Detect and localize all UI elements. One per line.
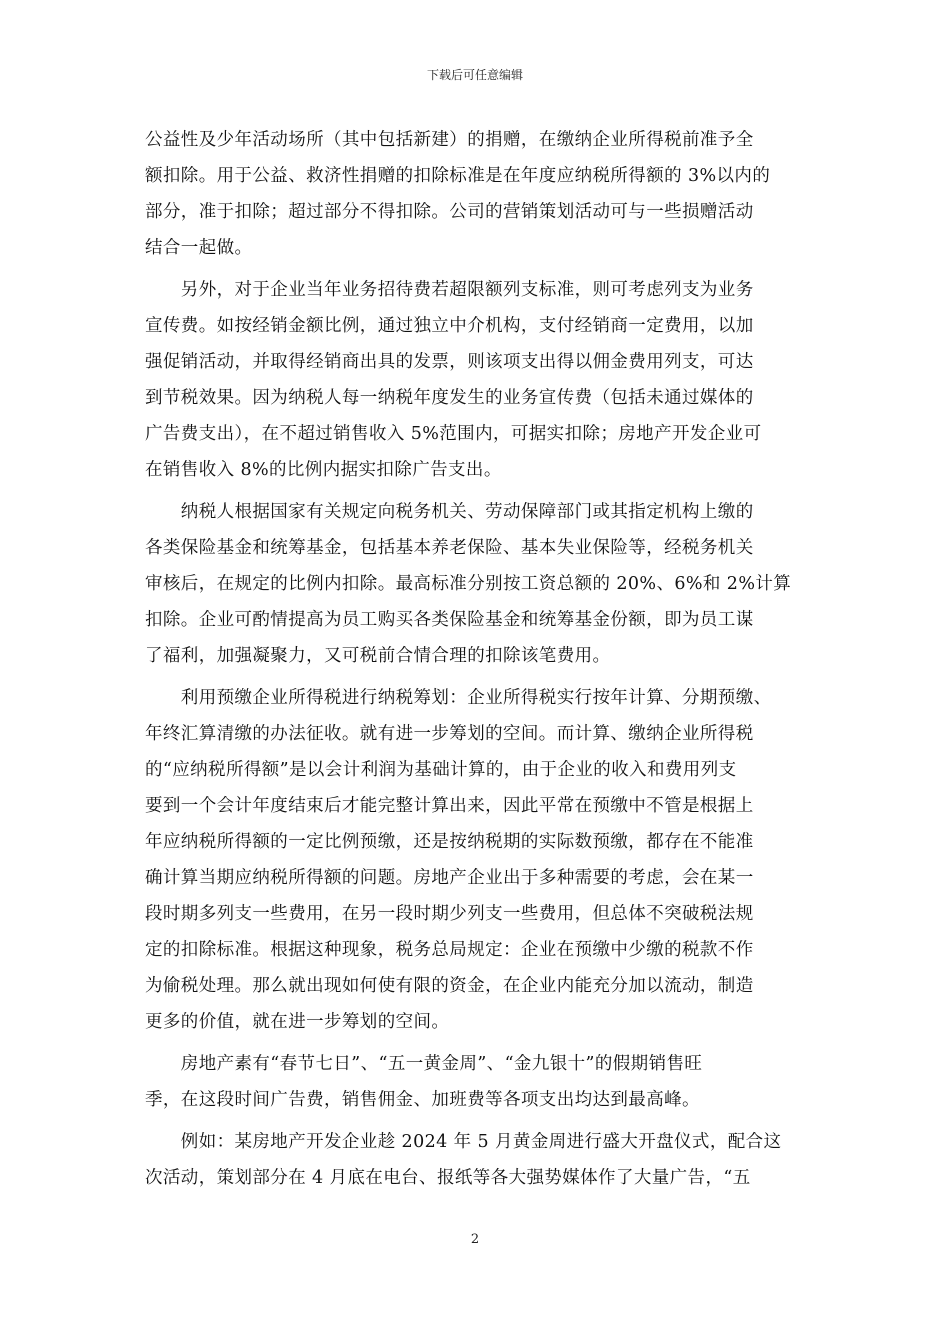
text-line: 审核后，在规定的比例内扣除。最高标准分别按工资总额的 20%、6%和 2%计算	[145, 574, 792, 594]
page-number: 2	[470, 1232, 480, 1247]
paragraph	[145, 494, 810, 674]
text-line: 年应纳税所得额的一定比例预缴，还是按纳税期的实际数预缴，都存在不能准	[145, 832, 754, 852]
text-line: 为偷税处理。那么就出现如何使有限的资金，在企业内能充分加以流动，制造	[145, 976, 754, 996]
text-line: 要到一个会计年度结束后才能完整计算出来，因此平常在预缴中不管是根据上	[145, 796, 754, 816]
text-line: 部分，准于扣除；超过部分不得扣除。公司的营销策划活动可与一些损赠活动	[145, 202, 754, 222]
page-header: 下载后可任意编辑	[426, 68, 523, 82]
text-line: 确计算当期应纳税所得额的问题。房地产企业出于多种需要的考虑，会在某一	[145, 868, 754, 888]
text-line: 额扣除。用于公益、救济性捐赠的扣除标准是在年度应纳税所得额的 3%以内的	[145, 166, 771, 186]
paragraph	[145, 680, 810, 1040]
text-line: 结合一起做。	[145, 238, 253, 258]
text-line: 定的扣除标准。根据这种现象，税务总局规定：企业在预缴中少缴的税款不作	[145, 940, 754, 960]
text-line: 次活动，策划部分在 4 月底在电台、报纸等各大强势媒体作了大量广告，“五	[145, 1168, 751, 1188]
text-line: 的“应纳税所得额”是以会计利润为基础计算的，由于企业的收入和费用列支	[145, 760, 737, 780]
text-line: 季，在这段时间广告费，销售佣金、加班费等各项支出均达到最高峰。	[145, 1090, 700, 1110]
document-body	[145, 122, 810, 1196]
text-line: 广告费支出），在不超过销售收入 5%范围内，可据实扣除；房地产开发企业可	[145, 424, 762, 444]
paragraph	[145, 1046, 810, 1118]
text-line: 宣传费。如按经销金额比例，通过独立中介机构，支付经销商一定费用，以加	[145, 316, 754, 336]
text-line: 到节税效果。因为纳税人每一纳税年度发生的业务宣传费（包括未通过媒体的	[145, 388, 754, 408]
text-line: 强促销活动，并取得经销商出具的发票，则该项支出得以佣金费用列支，可达	[145, 352, 754, 372]
paragraph	[145, 272, 810, 488]
text-line: 房地产素有“春节七日”、“五一黄金周”、“金九银十”的假期销售旺	[145, 1054, 703, 1074]
text-line: 例如：某房地产开发企业趁 2024 年 5 月黄金周进行盛大开盘仪式，配合这	[145, 1132, 782, 1152]
text-line: 另外，对于企业当年业务招待费若超限额列支标准，则可考虑列支为业务	[145, 280, 754, 300]
text-line: 利用预缴企业所得税进行纳税筹划：企业所得税实行按年计算、分期预缴、	[145, 688, 772, 708]
paragraph	[145, 122, 810, 266]
text-line: 纳税人根据国家有关规定向税务机关、劳动保障部门或其指定机构上缴的	[145, 502, 754, 522]
text-line: 段时期多列支一些费用，在另一段时期少列支一些费用，但总体不突破税法规	[145, 904, 754, 924]
text-line: 了福利，加强凝聚力，又可税前合情合理的扣除该笔费用。	[145, 646, 611, 666]
text-line: 年终汇算清缴的办法征收。就有进一步筹划的空间。而计算、缴纳企业所得税	[145, 724, 754, 744]
paragraph	[145, 1124, 810, 1196]
text-line: 更多的价值，就在进一步筹划的空间。	[145, 1012, 450, 1032]
text-line: 各类保险基金和统筹基金，包括基本养老保险、基本失业保险等，经税务机关	[145, 538, 754, 558]
text-line: 在销售收入 8%的比例内据实扣除广告支出。	[145, 460, 502, 480]
text-line: 公益性及少年活动场所（其中包括新建）的捐赠，在缴纳企业所得税前准予全	[145, 130, 754, 150]
text-line: 扣除。企业可酌情提高为员工购买各类保险基金和统筹基金份额，即为员工谋	[145, 610, 754, 630]
